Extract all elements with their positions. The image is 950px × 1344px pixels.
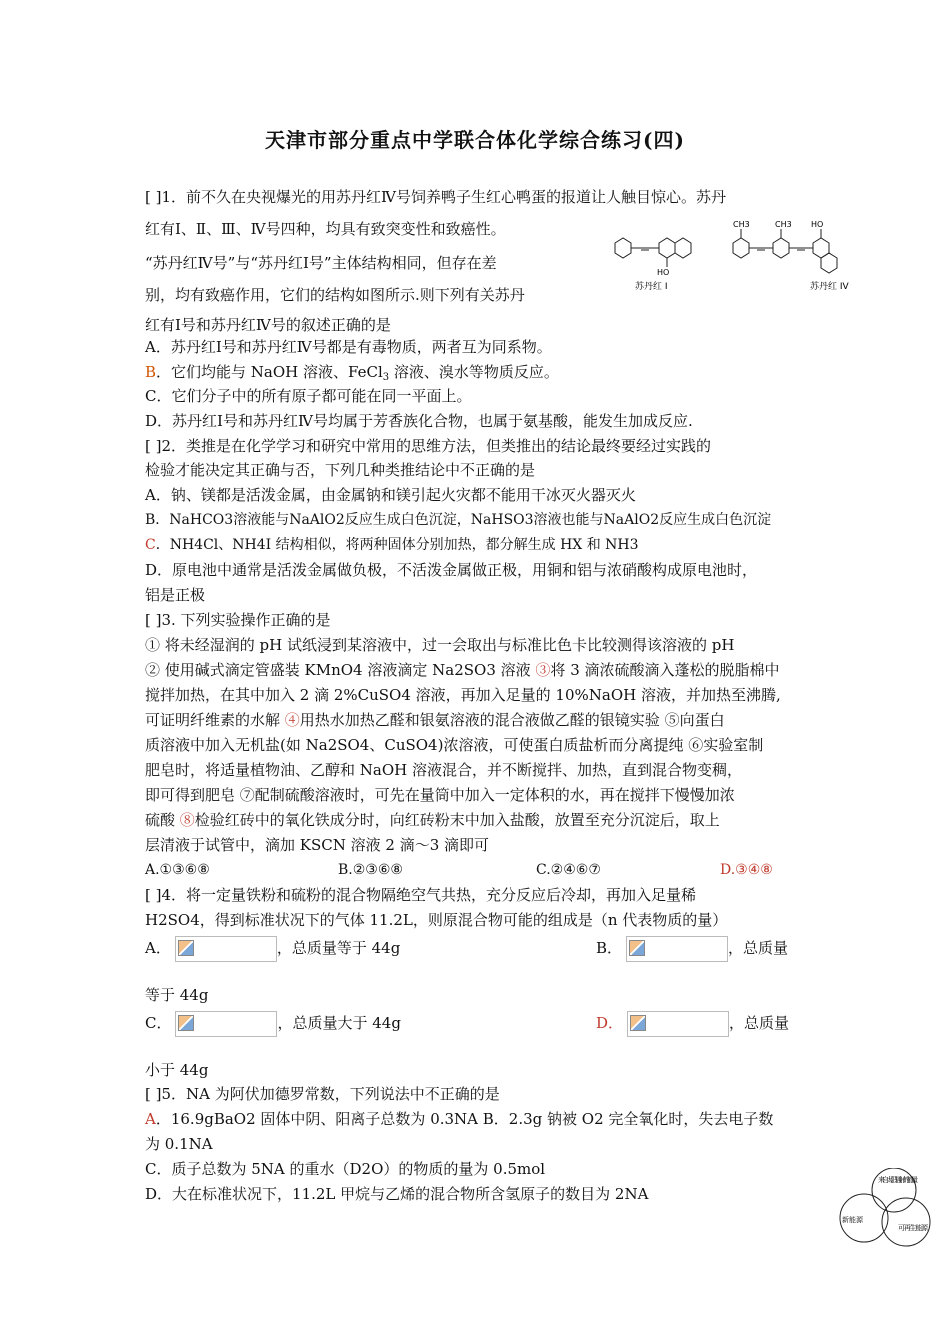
q2-line-1: [ ]2．类推是在化学学习和研究中常用的思维方法，但类推出的结论最终要经过实践的 (145, 437, 712, 455)
q1-option-a: A．苏丹红Ⅰ号和苏丹红Ⅳ号都是有毒物质，两者互为同系物。 (145, 338, 552, 356)
text: 硫酸 (145, 811, 180, 829)
q1-option-d: D．苏丹红Ⅰ号和苏丹红Ⅳ号均属于芳香族化合物，也属于氨基酸，能发生加成反应. (145, 412, 693, 430)
energy-venn-diagram (836, 1168, 936, 1248)
q3-line-7: 肥皂时，将适量植物油、乙醇和 NaOH 溶液混合，并不断搅拌、加热，直到混合物变稠， (145, 761, 742, 779)
q2-option-a: A．钠、镁都是活泼金属，由金属钠和镁引起火灾都不能用干冰灭火器灭火 (145, 486, 636, 504)
q1-line-1: [ ]1．前不久在央视爆光的用苏丹红Ⅳ号饲养鸭子生红心鸭蛋的报道让人触目惊心。苏丹 (145, 188, 727, 206)
q3-line-10: 层清液于试管中，滴加 KSCN 溶液 2 滴～3 滴即可 (145, 836, 490, 854)
q4-line-1: [ ]4．将一定量铁粉和硫粉的混合物隔绝空气共热，充分反应后冷却，再加入足量稀 (145, 886, 697, 904)
q3-line-3 (145, 659, 780, 681)
option-letter: C． (145, 1014, 172, 1032)
q3-line-5 (145, 709, 725, 731)
sudan-4-label: 苏丹红 IV (810, 282, 849, 292)
venn-right-label: 可再生能源 (898, 1224, 928, 1232)
subscript: 3 (382, 372, 390, 383)
q3-line-6: 质溶液中加入无机盐(如 Na2SO4、CuSO4)浓溶液，可使蛋白质盐析而分离提纯 ⑥实验室制 (145, 736, 764, 754)
option-letter: D． (596, 1014, 624, 1032)
oh-label: HO (657, 268, 670, 277)
q1-line-2: 红有Ⅰ、Ⅱ、Ⅲ、Ⅳ号四种，均具有致突变性和致癌性。 (145, 220, 506, 238)
q3-line-2: ① 将未经湿润的 pH 试纸浸到某溶液中，过一会取出与标准比色卡比较测得该溶液的 pH (145, 636, 735, 654)
ho-label: HO (811, 220, 824, 229)
sudan-red-structures-figure (605, 215, 905, 295)
answer-letter: C (145, 537, 156, 553)
answer-mark: ⑧ (179, 811, 195, 829)
option-letter: B． (596, 939, 623, 957)
answer-letter: B (145, 363, 157, 381)
answer-mark: ④ (284, 711, 300, 729)
text: 将 3 滴浓硫酸滴入蓬松的脱脂棉中 (550, 661, 780, 679)
q2-line-2: 检验才能决定其正确与否，下列几种类推结论中不正确的是 (145, 461, 536, 479)
sudan-1-label: 苏丹红 I (635, 282, 668, 292)
q1-option-c: C．它们分子中的所有原子都可能在同一平面上。 (145, 387, 472, 405)
option-text: ，总质量 (728, 939, 789, 957)
q3-line-1: [ ]3. 下列实验操作正确的是 (145, 611, 331, 629)
q3-line-4: 搅拌加热，在其中加入 2 滴 2%CuSO4 溶液，再加入足量的 10%NaOH 溶液，并加热至沸腾, (145, 686, 781, 704)
text: ② 使用碱式滴定管盛装 KMnO4 溶液滴定 Na2SO3 溶液 (145, 661, 536, 679)
q3-option-b: B.②③⑥⑧ (338, 862, 403, 878)
venn-left-label: 新能源 (842, 1216, 863, 1224)
option-text: ，总质量等于 44g (276, 939, 401, 957)
text: 可证明纤维素的水解 (145, 711, 285, 729)
option-text: 溶液、溴水等物质反应。 (389, 363, 559, 381)
broken-image-icon (175, 936, 277, 962)
broken-image-icon (175, 1011, 277, 1037)
page-title: 天津市部分重点中学联合体化学综合练习(四) (265, 128, 685, 152)
broken-image-icon (627, 1011, 729, 1037)
q5-line-1: [ ]5．NA 为阿伏加德罗常数，下列说法中不正确的是 (145, 1085, 500, 1103)
q4-option-b (596, 936, 788, 962)
q2-option-d-line-2: 铝是正极 (145, 586, 206, 604)
q4-line-2: H2SO4，得到标准状况下的气体 11.2L，则原混合物可能的组成是（n 代表物质的量） (145, 911, 728, 929)
q5-option-a-b (145, 1108, 773, 1130)
text: 检验红砖中的氧化铁成分时，向红砖粉末中加入盐酸，放置至充分沉淀后，取上 (194, 811, 720, 829)
q5-option-b-cont: 为 0.1NA (145, 1135, 213, 1153)
q2-option-b: B．NaHCO3溶液能与NaAlO2反应生成白色沉淀，NaHSO3溶液也能与NaAlO2反应生成白色沉淀 (145, 512, 772, 528)
q4-option-d-cont: 小于 44g (145, 1061, 209, 1079)
q3-option-c: C.②④⑥⑦ (536, 862, 601, 878)
text: 用热水加热乙醛和银氨溶液的混合液做乙醛的银镜实验 ⑤向蛋白 (299, 711, 725, 729)
q3-line-8: 即可得到肥皂 ⑦配制硫酸溶液时，可先在量筒中加入一定体积的水，再在搅拌下慢慢加浓 (145, 786, 735, 804)
q4-option-d (596, 1011, 789, 1037)
ch3-label-2: CH3 (775, 220, 792, 229)
venn-top-label: 来自太阳辐射的能量 (878, 1176, 918, 1184)
q4-option-a (145, 936, 400, 962)
broken-image-icon (626, 936, 728, 962)
ch3-label-1: CH3 (733, 220, 750, 229)
q5-option-c: C．质子总数为 5NA 的重水（D2O）的物质的量为 0.5mol (145, 1160, 546, 1178)
option-text: ．NH4Cl、NH4I 结构相似，将两种固体分别加热，都分解生成 HX 和 NH3 (155, 537, 639, 553)
q3-line-9 (145, 809, 720, 831)
option-letter: A． (145, 939, 171, 957)
q3-option-d: D.③④⑧ (720, 862, 773, 878)
answer-mark: ③ (535, 661, 551, 679)
q3-option-a: A.①③⑥⑧ (145, 862, 210, 878)
answer-letter: A (145, 1110, 156, 1128)
q4-option-c (145, 1011, 401, 1037)
option-text: ，总质量 (729, 1014, 790, 1032)
q1-line-4: 别，均有致癌作用，它们的结构如图所示.则下列有关苏丹 (145, 286, 525, 304)
option-text: ．16.9gBaO2 固体中阴、阳离子总数为 0.3NA B．2.3g 钠被 O2 完全氧化时，失去电子数 (155, 1110, 774, 1128)
q1-line-5: 红有Ⅰ号和苏丹红Ⅳ号的叙述正确的是 (145, 316, 391, 334)
q2-option-c (145, 534, 639, 556)
option-text: ，总质量大于 44g (277, 1014, 401, 1032)
option-text: ．它们均能与 NaOH 溶液、FeCl (156, 363, 383, 381)
q1-line-3: “苏丹红Ⅳ号”与“苏丹红Ⅰ号”主体结构相同，但存在差 (145, 254, 497, 272)
q5-option-d: D．大在标准状况下，11.2L 甲烷与乙烯的混合物所含氢原子的数目为 2NA (145, 1185, 649, 1203)
q2-option-d-line-1: D．原电池中通常是活泼金属做负极，不活泼金属做正极，用铜和铝与浓硝酸构成原电池时， (145, 561, 758, 579)
q4-option-b-cont: 等于 44g (145, 986, 209, 1004)
